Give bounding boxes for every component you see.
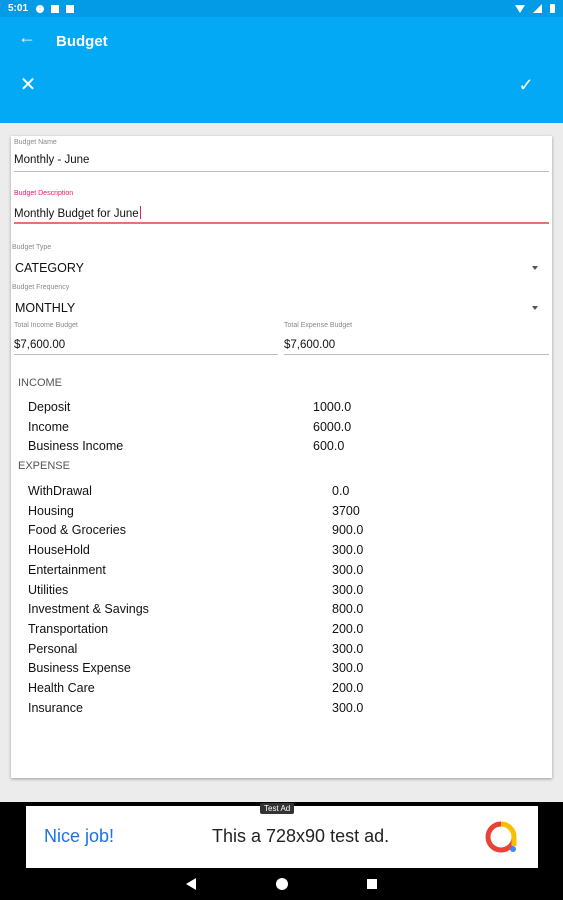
income-value: 1000.0 xyxy=(313,400,352,414)
expense-row xyxy=(28,661,528,677)
budget-description-value: Monthly Budget for June xyxy=(14,208,139,220)
expense-row xyxy=(28,701,528,717)
expense-name: WithDrawal xyxy=(28,484,92,498)
budget-description-input[interactable] xyxy=(14,206,141,220)
expense-value: 200.0 xyxy=(332,621,364,636)
total-income-underline xyxy=(14,354,278,355)
expense-name: Insurance xyxy=(28,700,83,715)
budget-frequency-label: Budget Frequency xyxy=(12,284,70,291)
total-expense-underline xyxy=(284,354,549,355)
close-icon[interactable]: ✕ xyxy=(19,74,37,96)
income-section-header: INCOME xyxy=(18,377,62,389)
expense-row xyxy=(28,642,528,658)
expense-value: 300.0 xyxy=(332,543,364,558)
income-row xyxy=(28,439,528,455)
app-bar xyxy=(0,17,563,123)
settings-status-icon xyxy=(36,5,44,13)
expense-value: 3700 xyxy=(332,503,360,518)
total-income-input[interactable]: $7,600.00 xyxy=(14,339,66,351)
expense-name: Utilities xyxy=(28,582,69,597)
wrench-status-icon xyxy=(51,5,59,13)
ad-banner-area xyxy=(0,802,563,868)
expense-value: 300.0 xyxy=(332,641,364,656)
budget-name-label: Budget Name xyxy=(14,139,57,146)
expense-row xyxy=(28,563,528,579)
budget-frequency-select[interactable]: MONTHLY xyxy=(15,301,76,315)
income-row xyxy=(28,400,528,416)
expense-value: 200.0 xyxy=(332,681,364,695)
budget-type-label: Budget Type xyxy=(12,244,52,251)
budget-type-dropdown-icon[interactable] xyxy=(532,266,538,270)
expense-row xyxy=(28,583,528,599)
income-name: Income xyxy=(28,419,69,434)
back-arrow-icon[interactable]: ← xyxy=(18,27,36,47)
income-name: Deposit xyxy=(28,400,71,414)
ad-banner[interactable] xyxy=(26,806,538,868)
expense-name: Business Expense xyxy=(28,661,131,676)
expense-name: Transportation xyxy=(28,621,109,636)
budget-description-label: Budget Description xyxy=(14,190,74,197)
expense-name: Personal xyxy=(28,641,78,656)
budget-description-underline xyxy=(14,222,549,224)
sd-card-status-icon xyxy=(66,5,74,13)
text-cursor xyxy=(140,206,141,219)
wifi-icon xyxy=(515,5,525,13)
expense-row xyxy=(28,523,528,539)
income-value: 600.0 xyxy=(313,439,345,454)
nav-home-icon[interactable] xyxy=(276,878,288,890)
expense-row xyxy=(28,484,528,500)
expense-row xyxy=(28,543,528,559)
battery-icon xyxy=(550,4,555,13)
expense-name: Health Care xyxy=(28,681,95,695)
expense-name: HouseHold xyxy=(28,543,90,558)
total-expense-label: Total Expense Budget xyxy=(284,322,353,329)
income-name: Business Income xyxy=(28,439,124,454)
save-check-icon[interactable]: ✓ xyxy=(518,75,534,95)
expense-name: Entertainment xyxy=(28,562,106,577)
expense-value: 300.0 xyxy=(332,661,364,676)
total-expense-input[interactable]: $7,600.00 xyxy=(284,339,336,351)
signal-icon xyxy=(533,4,542,13)
budget-name-underline xyxy=(14,171,549,172)
expense-name: Housing xyxy=(28,503,74,518)
expense-row xyxy=(28,504,528,520)
test-ad-badge: Test Ad xyxy=(260,803,294,814)
expense-name: Investment & Savings xyxy=(28,602,149,617)
expense-section-header: EXPENSE xyxy=(18,460,70,472)
ad-headline: Nice job! xyxy=(44,826,115,846)
expense-row xyxy=(28,681,528,697)
budget-frequency-dropdown-icon[interactable] xyxy=(532,306,538,310)
expense-value: 0.0 xyxy=(332,484,350,498)
expense-value: 300.0 xyxy=(332,562,364,577)
nav-back-icon[interactable] xyxy=(186,878,196,890)
system-nav-bar xyxy=(0,868,563,900)
total-income-label: Total Income Budget xyxy=(14,322,78,329)
expense-value: 300.0 xyxy=(332,700,364,715)
expense-value: 300.0 xyxy=(332,582,364,597)
expense-value: 800.0 xyxy=(332,602,364,617)
expense-row xyxy=(28,622,528,638)
ad-logo-icon xyxy=(484,820,518,854)
income-row xyxy=(28,420,528,436)
expense-value: 900.0 xyxy=(332,523,364,538)
nav-recents-icon[interactable] xyxy=(367,879,377,889)
expense-name: Food & Groceries xyxy=(28,523,126,538)
budget-name-input[interactable]: Monthly - June xyxy=(14,154,90,166)
budget-form-card xyxy=(11,136,552,778)
status-time: 5:01 xyxy=(8,3,29,14)
page-title: Budget xyxy=(56,33,108,50)
status-bar xyxy=(0,0,563,17)
expense-row xyxy=(28,602,528,618)
ad-text: This a 728x90 test ad. xyxy=(212,826,390,846)
budget-type-select[interactable]: CATEGORY xyxy=(15,261,84,275)
income-value: 6000.0 xyxy=(313,419,352,434)
